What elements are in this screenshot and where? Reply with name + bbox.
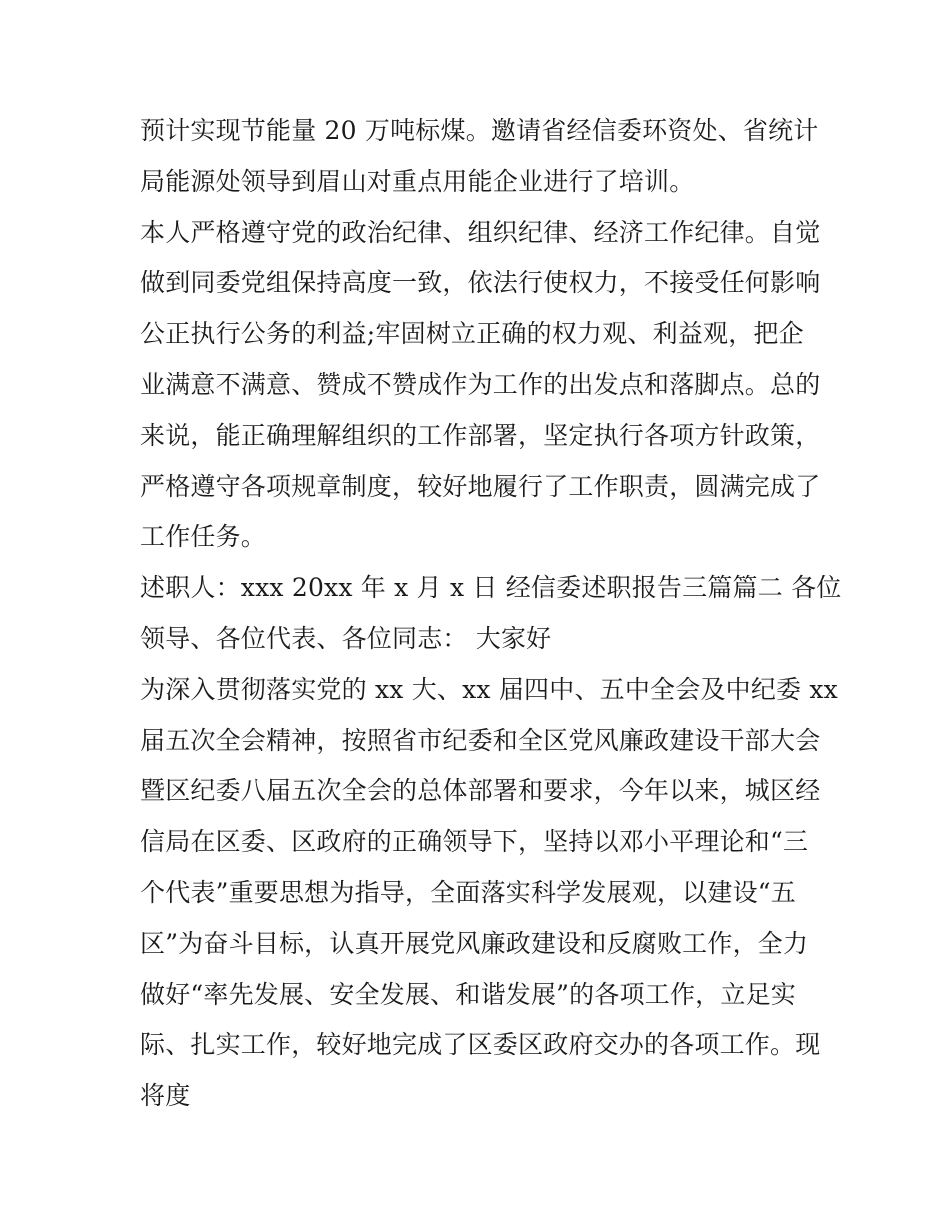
text-line: 际、扎实工作，较好地完成了区委区政府交办的各项工作。现 bbox=[140, 1030, 821, 1060]
text-line: 业满意不满意、赞成不赞成作为工作的出发点和落脚点。总的 bbox=[140, 369, 821, 399]
text-line: 来说，能正确理解组织的工作部署，坚定执行各项方针政策， bbox=[140, 420, 821, 450]
text-line: 局能源处领导到眉山对重点用能企业进行了培训。 bbox=[140, 166, 695, 196]
text-line: 个代表”重要思想为指导，全面落实科学发展观，以建设“五 bbox=[140, 877, 796, 907]
document-body bbox=[140, 106, 842, 1122]
text-line: 预计实现节能量 20 万吨标煤。邀请省经信委环资处、省统计 bbox=[140, 116, 819, 145]
text-line: 工作任务。 bbox=[140, 522, 267, 552]
text-line: 届五次全会精神，按照省市纪委和全区党风廉政建设干部大会 bbox=[140, 725, 821, 755]
text-line: 信局在区委、区政府的正确领导下，坚持以邓小平理论和“三 bbox=[140, 827, 809, 857]
text-line: 为深入贯彻落实党的 xx 大、xx 届四中、五中全会及中纪委 xx bbox=[140, 674, 838, 704]
text-line: 做好“率先发展、安全发展、和谐发展”的各项工作，立足实 bbox=[140, 979, 796, 1009]
text-line: 领导、各位代表、各位同志： 大家好 bbox=[140, 623, 552, 653]
text-line: 将度 bbox=[140, 1081, 191, 1111]
text-line: 暨区纪委八届五次全会的总体部署和要求，今年以来，城区经 bbox=[140, 776, 821, 806]
text-line: 述职人：xxx 20xx 年 x 月 x 日 经信委述职报告三篇篇二 各位 bbox=[140, 573, 842, 603]
text-line: 做到同委党组保持高度一致，依法行使权力，不接受任何影响 bbox=[140, 268, 821, 298]
text-line: 严格遵守各项规章制度，较好地履行了工作职责，圆满完成了 bbox=[140, 471, 821, 501]
text-line: 本人严格遵守党的政治纪律、组织纪律、经济工作纪律。自觉 bbox=[140, 217, 821, 247]
text-line: 公正执行公务的利益;牢固树立正确的权力观、利益观，把企 bbox=[140, 319, 804, 349]
text-line: 区”为奋斗目标，认真开展党风廉政建设和反腐败工作，全力 bbox=[140, 928, 809, 958]
